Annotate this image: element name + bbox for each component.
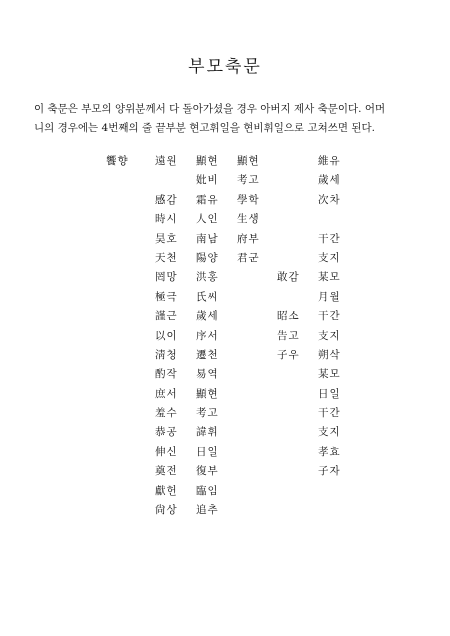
prayer-cell: 顯현 xyxy=(196,155,219,167)
prayer-cell: 支지 xyxy=(318,426,341,439)
prayer-cell: 歲세 xyxy=(318,174,341,187)
prayer-cell: 奠전 xyxy=(155,465,178,478)
prayer-cell: 干간 xyxy=(318,310,341,323)
prayer-cell: 生생 xyxy=(237,213,260,226)
prayer-cell: 考고 xyxy=(237,174,260,187)
prayer-cell: 復부 xyxy=(196,465,219,478)
prayer-cell: 恭공 xyxy=(155,426,178,439)
prayer-cell: 伸신 xyxy=(155,445,178,458)
prayer-cell: 次차 xyxy=(318,193,341,206)
prayer-cell: 顯현 xyxy=(237,155,260,167)
prayer-cell: 朔삭 xyxy=(318,348,341,361)
prayer-cell: 考고 xyxy=(196,407,219,420)
prayer-cell: 極극 xyxy=(155,290,178,303)
prayer-cell: 妣비 xyxy=(196,174,219,187)
prayer-cell xyxy=(155,171,178,190)
prayer-cell: 罔망 xyxy=(155,271,178,284)
prayer-column-3 xyxy=(196,152,219,520)
prayer-cell: 顯현 xyxy=(196,387,219,400)
prayer-cell: 遠원 xyxy=(155,155,178,167)
prayer-cell xyxy=(318,210,341,229)
prayer-cell: 子우 xyxy=(277,348,300,361)
prayer-cell: 支지 xyxy=(318,329,341,342)
document-title: 부모축문 xyxy=(188,57,262,77)
prayer-cell xyxy=(277,249,300,268)
prayer-column-2 xyxy=(155,152,178,520)
intro-line: 니의 경우에는 4번째의 줄 끝부분 현고휘일을 현비휘일으로 고쳐쓰면 된다. xyxy=(34,122,376,134)
prayer-cell: 月월 xyxy=(318,290,341,303)
prayer-cell: 尙상 xyxy=(155,504,178,517)
prayer-cell: 昭소 xyxy=(277,310,300,323)
prayer-cell xyxy=(277,191,300,210)
prayer-cell: 陽양 xyxy=(196,251,219,264)
prayer-cell: 易역 xyxy=(196,368,219,381)
prayer-cell: 學학 xyxy=(237,193,260,206)
prayer-cell: 人인 xyxy=(196,213,219,226)
prayer-cell xyxy=(277,171,300,190)
prayer-cell xyxy=(277,288,300,307)
prayer-cell: 君군 xyxy=(237,251,260,264)
prayer-cell: 歲세 xyxy=(196,310,219,323)
prayer-cell: 臨임 xyxy=(196,484,219,497)
prayer-cell: 敢감 xyxy=(277,271,300,284)
prayer-cell: 感감 xyxy=(155,193,178,206)
prayer-cell: 酌작 xyxy=(155,368,178,381)
prayer-column-4 xyxy=(237,152,260,268)
prayer-cell xyxy=(277,152,300,171)
prayer-cell: 時시 xyxy=(155,213,178,226)
prayer-cell: 維유 xyxy=(318,155,341,167)
intro-paragraph xyxy=(34,100,424,138)
prayer-cell: 干간 xyxy=(318,407,341,420)
prayer-cell: 子자 xyxy=(318,465,341,478)
prayer-cell: 庶서 xyxy=(155,387,178,400)
prayer-cell: 日일 xyxy=(318,387,341,400)
prayer-cell: 淸청 xyxy=(155,348,178,361)
prayer-column-6 xyxy=(318,152,341,482)
prayer-cell: 氏씨 xyxy=(196,290,219,303)
prayer-cell: 饗향 xyxy=(106,155,129,167)
prayer-cell: 謹근 xyxy=(155,310,178,323)
prayer-column-1 xyxy=(106,152,129,171)
prayer-cell: 以이 xyxy=(155,329,178,342)
prayer-cell: 孝효 xyxy=(318,445,341,458)
prayer-cell: 羞수 xyxy=(155,407,178,420)
prayer-cell: 獻헌 xyxy=(155,484,178,497)
prayer-cell: 某모 xyxy=(318,271,341,284)
prayer-cell: 遷천 xyxy=(196,348,219,361)
prayer-cell: 昊호 xyxy=(155,232,178,245)
prayer-cell: 日일 xyxy=(196,445,219,458)
prayer-cell: 洪홍 xyxy=(196,271,219,284)
prayer-column-5 xyxy=(277,152,300,365)
prayer-cell: 南남 xyxy=(196,232,219,245)
prayer-cell: 序서 xyxy=(196,329,219,342)
prayer-cell: 追추 xyxy=(196,504,219,517)
prayer-cell: 告고 xyxy=(277,329,300,342)
prayer-cell xyxy=(277,230,300,249)
prayer-cell: 干간 xyxy=(318,232,341,245)
prayer-cell: 某모 xyxy=(318,368,341,381)
prayer-cell: 天천 xyxy=(155,251,178,264)
prayer-cell xyxy=(277,210,300,229)
prayer-cell: 諱휘 xyxy=(196,426,219,439)
prayer-cell: 支지 xyxy=(318,251,341,264)
intro-line: 이 축문은 부모의 양위분께서 다 돌아가셨을 경우 아버지 제사 축문이다. 어머 xyxy=(34,103,386,115)
prayer-cell: 府부 xyxy=(237,232,260,245)
prayer-cell: 霜유 xyxy=(196,193,219,206)
